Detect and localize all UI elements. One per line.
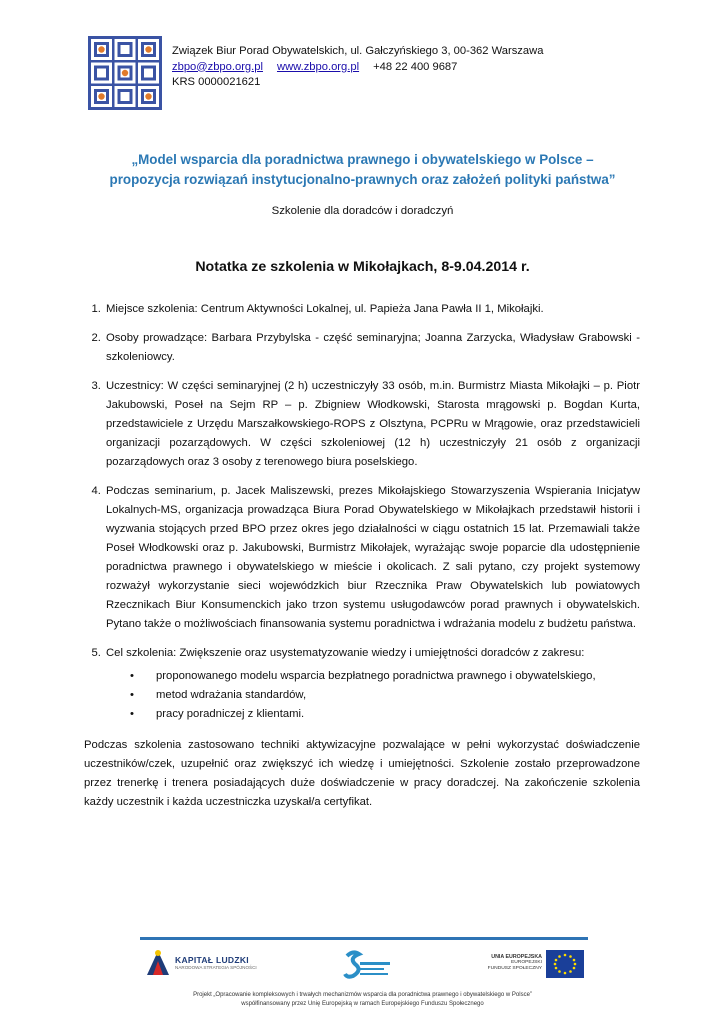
eu-line-3: FUNDUSZ SPOŁECZNY: [487, 966, 542, 971]
list-item-participants: 3. Uczestnicy: W części seminaryjnej (2 h) uczestniczyły 33 osób, m.in. Burmistrz Miasta Mikołajki – p. Piotr Jakubowski, Poseł na Sejm RP – p. Zbigniew Włodkowski, Starosta mrągowski p. Bogdan Kurta, przedstawiciele z Urzędu Marszałkowskiego-ROPS z Olsztyna, PCPRu w Mrągowie, oraz przedstawicieli organizacji pozarządowych. W części szkoleniowej (12 h) uczestniczyły 21 osób z organizacji pozarządowych oraz 3 osoby z terenowego biura poselskiego.: [104, 377, 640, 472]
numbered-list: [84, 300, 640, 724]
bullet-item: • metod wdrażania standardów,: [154, 686, 640, 705]
list-item-seminar: 4. Podczas seminarium, p. Jacek Maliszewski, prezes Mikołajskiego Stowarzyszenia Wspierania Inicjatyw Lokalnych-MS, organizacja prowadząca Biura Porad Obywatelskiego w Mikołajkach przedstawił historii i wyzwania stojących przed BPO przez okres jego działalności w ciągu ostatnich 15 lat. Przemawiali także Poseł Włodkowski oraz p. Jakubowski, Burmistrz Mikołajek, wyrażając swoje poparcie dla udostępnienie poradnictwa prawnego i obywatelskiego w mieście i okolicach. Z sali pytano, czy projekt systemowy rozważył wykorzystanie sieci wojewódzkich biur Rzecznika Praw Obywatelskich lub powiatowych Rzecznikach Biur Konsumenckich jako trzon systemu usługodawców porad prawnych i obywatelskich. Pytano także o możliwościach finansowania systemu poradnictwa i wdrażania modelu z budżetu państwa.: [104, 482, 640, 634]
bullet-item: • pracy poradniczej z klientami.: [154, 705, 640, 724]
document-title: [70, 150, 655, 190]
kapital-ludzki-title: KAPITAŁ LUDZKI: [175, 954, 249, 965]
eu-line-1: UNIA EUROPEJSKA: [491, 954, 542, 960]
footer-logos: [140, 945, 588, 983]
document-body: [84, 300, 640, 812]
eu-flag-icon: [546, 950, 584, 978]
website-link[interactable]: www.zbpo.org.pl: [276, 60, 360, 73]
footer-note-line-1: Projekt „Opracowanie kompleksowych i trwałych mechanizmów wsparcia dla poradnictwa prawnego i obywatelskiego w Polsce”: [193, 992, 532, 998]
org-address: Związek Biur Porad Obywatelskich, ul. Gałczyńskiego 3, 00-362 Warszawa: [172, 45, 544, 57]
title-line-1: „Model wsparcia dla poradnictwa prawnego i obywatelskiego w Polsce –: [131, 152, 594, 167]
footer-note-line-2: współfinansowany przez Unię Europejską w ramach Europejskiego Funduszu Społecznego: [241, 1000, 484, 1007]
footer-note: [110, 991, 615, 1008]
closing-paragraph: Podczas szkolenia zastosowano techniki aktywizacyjne pozwalające w pełni wykorzystać doświadczenie uczestników/czek, uzupełnić oraz zwiększyć ich wiedzę i umiejętności. Szkolenie zostało przeprowadzone przez trenerkę i trenera posiadających duże doświadczenie w pracy doradczej. Na zakończenie szkolenia każdy uczestnik i każda uczestniczka uzyskał/a certyfikat.: [84, 739, 640, 808]
krs-number: KRS 0000021621: [172, 76, 261, 88]
goal-bullet-list: [106, 667, 640, 724]
zbpo-logo: [88, 36, 162, 110]
list-item-goal: [104, 644, 640, 724]
kapital-ludzki-logo: [145, 947, 257, 977]
kapital-ludzki-icon: [145, 947, 171, 977]
goal-text: Cel szkolenia: Zwiększenie oraz usystematyzowanie wiedzy i umiejętności doradców z zakresu:: [106, 647, 585, 659]
document-subtitle: Szkolenie dla doradców i doradczyń: [271, 205, 454, 217]
organization-info: [172, 44, 543, 91]
list-item-location: 1. Miejsce szkolenia: Centrum Aktywności Lokalnej, ul. Papieża Jana Pawła II 1, Mikołajki.: [104, 300, 640, 319]
title-line-2: propozycja rozwiązań instytucjonalno-prawnych oraz założeń polityki państwa”: [109, 172, 616, 187]
phone-number: +48 22 400 9687: [373, 60, 458, 73]
email-link[interactable]: zbpo@zbpo.org.pl: [172, 60, 263, 73]
bullet-item: • proponowanego modelu wsparcia bezpłatnego poradnictwa prawnego i obywatelskiego,: [154, 667, 640, 686]
project-logo: [343, 948, 393, 980]
eu-line-2: EUROPEJSKI: [511, 960, 542, 965]
kapital-ludzki-subtitle: NARODOWA STRATEGIA SPÓJNOŚCI: [175, 964, 257, 970]
eu-fund-text: [440, 954, 542, 972]
list-item-trainers: 2. Osoby prowadzące: Barbara Przybylska - część seminaryjna; Joanna Zarzycka, Władysław Grabowski - szkoleniowcy.: [104, 329, 640, 367]
footer-divider: [140, 937, 588, 940]
note-heading: Notatka ze szkolenia w Mikołajkach, 8-9.04.2014 r.: [195, 259, 530, 275]
